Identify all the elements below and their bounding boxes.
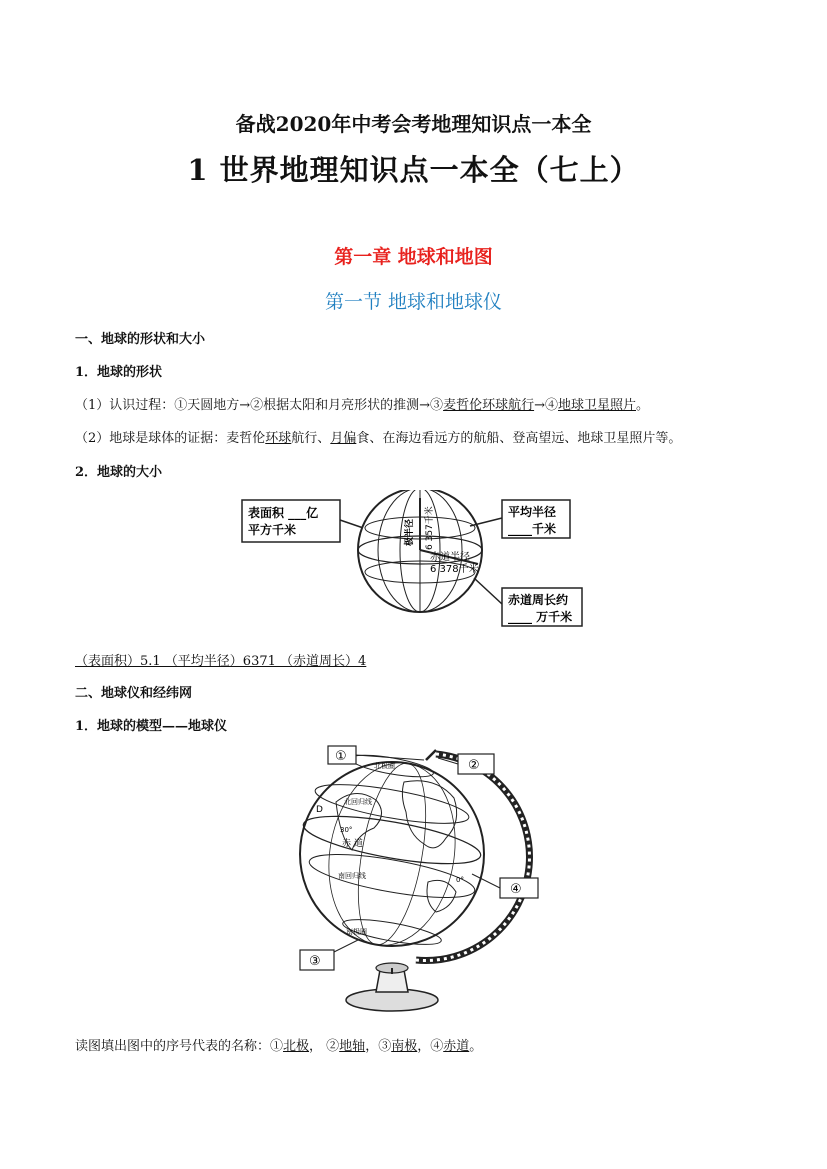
answer-1: 北极 bbox=[283, 1039, 310, 1054]
circumference-pointer bbox=[474, 578, 502, 604]
polar-radius-label: 极半径 bbox=[405, 518, 415, 546]
heading-globe-grid: 二、地球仪和经纬网 bbox=[75, 686, 193, 701]
evidence-prefix: （2）地球是球体的证据：麦哲伦 bbox=[75, 431, 266, 446]
equator-radius-label: 赤道半径 bbox=[430, 552, 470, 563]
marker-1: ① bbox=[335, 749, 347, 764]
section-title: 第一节 地球和地球仪 bbox=[324, 291, 503, 313]
process-item-4: 地球卫星照片 bbox=[557, 398, 636, 413]
evidence-mid-1: 航行、 bbox=[291, 431, 331, 446]
answer-3: 南极 bbox=[391, 1039, 418, 1054]
heading-globe-model: 1．地球的模型——地球仪 bbox=[75, 719, 228, 734]
chapter-title: 第一章 地球和地图 bbox=[334, 246, 493, 268]
answer-4: 赤道 bbox=[443, 1039, 470, 1054]
label-lat-30: 30° bbox=[340, 826, 353, 834]
polar-radius-value: 6 357千米 bbox=[425, 506, 435, 550]
document-subtitle: 备战2020年中考会考地理知识点一本全 bbox=[235, 112, 592, 136]
marker-1-line bbox=[356, 755, 424, 760]
process-prefix: （1）认识过程：①天圆地方→②根据太阳和月亮形状的推测→③ bbox=[75, 398, 444, 413]
label-equator: 赤 道 bbox=[342, 839, 363, 849]
marker-3: ③ bbox=[309, 954, 321, 969]
heading-shape-size: 一、地球的形状和大小 bbox=[75, 332, 206, 347]
question-suffix: 。 bbox=[469, 1039, 483, 1054]
equator-radius-value: 6 378千米 bbox=[430, 564, 479, 575]
circumference-label-1: 赤道周长约 bbox=[508, 593, 569, 607]
avg-radius-label-2: ____千米 bbox=[508, 522, 557, 536]
globe-figure bbox=[296, 742, 544, 1014]
process-paragraph bbox=[75, 394, 649, 413]
label-south-pole: 南极圈 bbox=[346, 928, 367, 936]
earth-sphere bbox=[358, 490, 482, 612]
globe-axis bbox=[426, 750, 436, 760]
process-suffix: 。 bbox=[636, 398, 650, 413]
evidence-underline-1: 环球 bbox=[265, 431, 292, 446]
process-item-3: 麦哲伦环球航行 bbox=[443, 398, 535, 413]
question-sep-1: ， ② bbox=[309, 1039, 340, 1054]
avg-radius-label-1: 平均半径 bbox=[508, 505, 557, 519]
marker-2: ② bbox=[468, 758, 480, 773]
marker-4: ④ bbox=[510, 882, 522, 897]
evidence-underline-2: 月偏 bbox=[330, 431, 357, 446]
globe-sphere bbox=[300, 751, 484, 974]
label-tropic-capricorn: 南回归线 bbox=[338, 872, 366, 880]
heading-earth-size: 2．地球的大小 bbox=[75, 465, 163, 480]
label-tropic-cancer: 北回归线 bbox=[344, 798, 372, 806]
answer-2: 地轴 bbox=[339, 1039, 366, 1054]
size-answer: （表面积）5.1 （平均半径）6371 （赤道周长）4 bbox=[75, 654, 367, 669]
surface-area-label-1: 表面积 ___亿 bbox=[248, 506, 319, 520]
circumference-label-2: ____ 万千米 bbox=[508, 610, 573, 624]
heading-earth-shape: 1．地球的形状 bbox=[75, 365, 163, 380]
label-north-pole: 北极圈 bbox=[374, 762, 395, 770]
question-prefix: 读图填出图中的序号代表的名称：① bbox=[75, 1039, 284, 1054]
label-lat-0: 0° bbox=[456, 876, 464, 884]
evidence-mid-2: 食、在海边看远方的航船、登高望远、地球卫星照片等。 bbox=[356, 431, 682, 446]
marker-3-line bbox=[334, 940, 358, 952]
label-point-d: D bbox=[316, 805, 323, 815]
question-sep-3: ，④ bbox=[417, 1039, 444, 1054]
question-sep-2: ，③ bbox=[365, 1039, 392, 1054]
evidence-paragraph bbox=[75, 427, 681, 446]
globe-question bbox=[75, 1035, 482, 1054]
process-arrow: →④ bbox=[534, 398, 558, 413]
document-title: 1 世界地理知识点一本全（七上） bbox=[187, 153, 640, 187]
surface-area-label-2: 平方千米 bbox=[248, 523, 297, 537]
earth-size-figure bbox=[240, 490, 585, 630]
